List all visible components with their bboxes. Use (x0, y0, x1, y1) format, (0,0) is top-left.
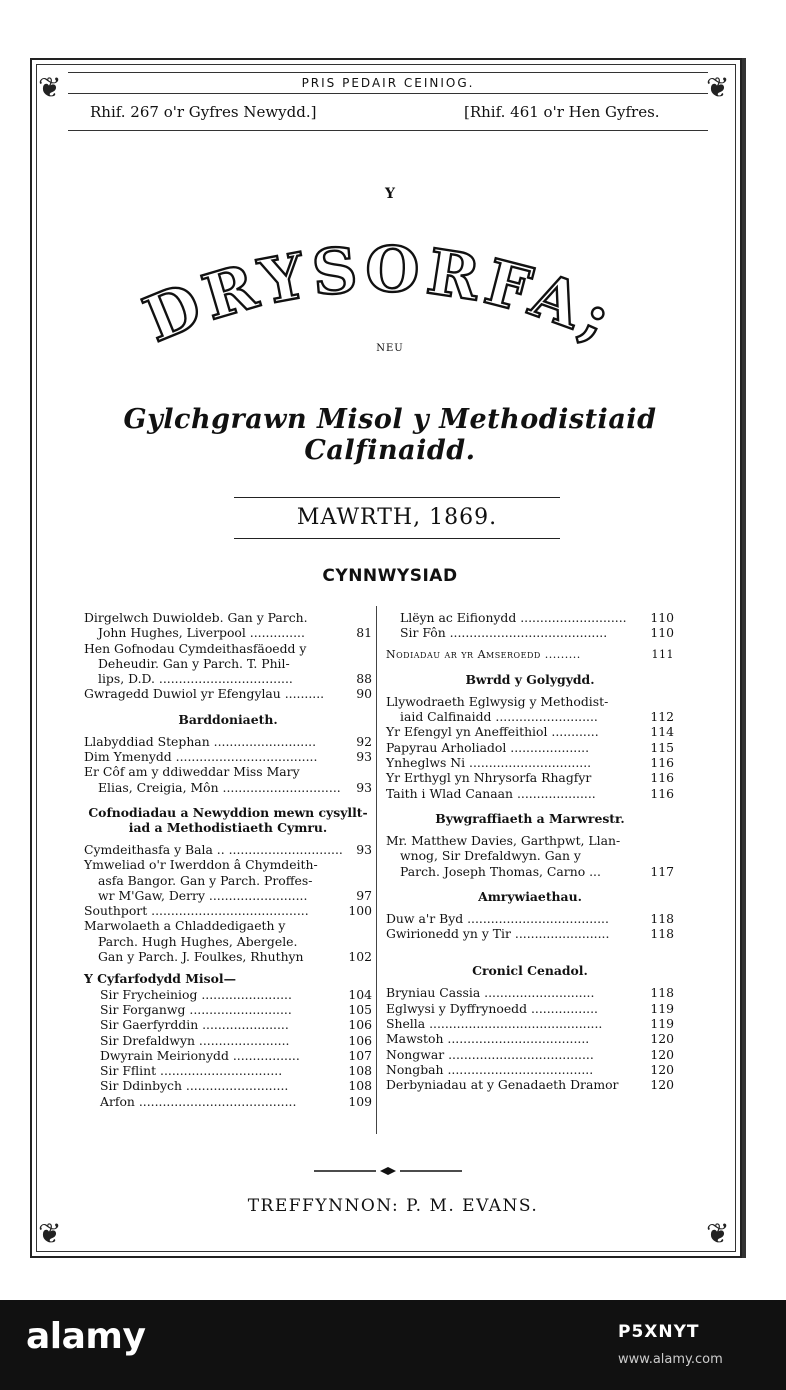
toc-entry: Mawstoh .................................... 120 (386, 1031, 674, 1047)
issue-date: MAWRTH, 1869. (296, 505, 498, 530)
toc-entry: Gwirionedd yn y Tir ........................ 118 (386, 926, 674, 942)
contents-heading: CYNNWYSIAD (322, 566, 458, 586)
toc-entry: Sir Ddinbych .......................... 108 (100, 1078, 372, 1094)
toc-entry: Taith i Wlad Canaan .................... 116 (386, 785, 674, 801)
toc-entry: Ynheglws Ni ............................... 116 (386, 755, 674, 771)
corner-flourish-icon: ❦ (38, 71, 62, 104)
section-heading: Cofnodiadau a Newyddion mewn cysyllt- iad a Methodistiaeth Cymru. (88, 804, 368, 835)
column-divider (376, 606, 377, 1134)
section-heading: Bwrdd y Golygydd. (465, 671, 595, 687)
banner-url: www.alamy.com (618, 1352, 723, 1367)
toc-entry: Cymdeithasfa y Bala .. ............................. 93 (84, 841, 372, 857)
toc-entry: Eglwysi y Dyffrynoedd ................. 119 (386, 1000, 674, 1016)
series-number-old: [Rhif. 461 o'r Hen Gyfres. (464, 103, 660, 121)
toc-entry: Sir Frycheiniog ....................... 104 (100, 986, 372, 1002)
toc-entry: Yr Erthygl yn Nhrysorfa Rhagfyr 116 (386, 770, 674, 786)
publisher-imprint: TREFFYNNON: P. M. EVANS. (247, 1196, 539, 1216)
toc-entry: Sir Fôn ........................................ 110 (400, 625, 674, 641)
toc-entry: Gwragedd Duwiol yr Efengylau .......... 90 (84, 686, 372, 702)
series-number-new: Rhif. 267 o'r Gyfres Newydd.] (90, 103, 317, 121)
toc-entry: Sir Drefaldwyn ....................... 106 (100, 1032, 372, 1048)
masthead-title (100, 206, 660, 396)
toc-entry: Sir Forganwg .......................... 105 (100, 1001, 372, 1017)
masthead-text: DRYSORFA; (133, 232, 628, 357)
title-conjunction: NEU (376, 343, 404, 354)
corner-flourish-icon: ❦ (38, 1217, 62, 1250)
toc-entry: Dwyrain Meirionydd ................. 107 (100, 1047, 372, 1063)
corner-flourish-icon: ❦ (706, 71, 730, 104)
toc-entry: Nongwar ..................................... 120 (386, 1046, 674, 1062)
toc-entry: Sir Fflint ............................... 108 (100, 1063, 372, 1079)
issue-rule-bottom (234, 538, 560, 539)
corner-flourish-icon: ❦ (706, 1217, 730, 1250)
toc-entry: Papyrau Arholiadol .................... 115 (386, 739, 674, 755)
title-article: Y (385, 186, 397, 202)
toc-entry: Dim Ymenydd .................................... 93 (84, 749, 372, 765)
contents-left-column (84, 610, 372, 1109)
subtitle: Gylchgrawn Misol y Methodistiaid Calfinaidd. (123, 404, 657, 466)
toc-entry: Llëyn ac Eifionydd ........................... 110 (400, 610, 674, 625)
section-heading: Cronicl Cenadol. (472, 963, 588, 979)
contents-right-column (386, 610, 674, 1093)
toc-entry: Southport ........................................ 100 (84, 903, 372, 919)
toc-entry: Bryniau Cassia ............................ 118 (386, 985, 674, 1001)
toc-entry: Yr Efengyl yn Aneffeithiol ............ 114 (386, 724, 674, 740)
border-shadow (742, 58, 746, 1258)
toc-entry: Nodiadau ar yr Amseroedd ......... 111 (386, 647, 674, 661)
toc-entry: Er Côf am y ddiweddar Miss Mary Elias, Creigia, Môn .............................. 93 (84, 764, 372, 795)
section-heading: Y Cyfarfodydd Misol— (84, 971, 236, 987)
toc-entry: Marwolaeth a Chladdedigaeth y Parch. Hugh Hughes, Abergele. Gan y Parch. J. Foulkes, Rhuthyn 102 (84, 918, 372, 965)
section-heading: Amrywiaethau. (478, 888, 582, 904)
section-heading: Bywgraffiaeth a Marwrestr. (435, 810, 625, 826)
toc-entry: Sir Gaerfyrddin ...................... 106 (100, 1017, 372, 1033)
image-id: P5XNYT (618, 1322, 700, 1342)
toc-entry: Hen Gofnodau Cymdeithasfäoedd y Deheudir. Gan y Parch. T. Phil- lips, D.D. .................................. 88 (84, 640, 372, 687)
header-rule (68, 130, 708, 131)
section-heading: Barddoniaeth. (178, 711, 278, 727)
toc-entry: Duw a'r Byd .................................... 118 (386, 910, 674, 926)
svg-text:DRYSORFA; (134, 232, 627, 356)
issue-rule-top (234, 497, 560, 498)
price-line: PRIS PEDAIR CEINIOG. (68, 72, 708, 94)
toc-entry: Nongbah ..................................... 120 (386, 1061, 674, 1077)
toc-entry: Derbyniadau at y Genadaeth Dramor 120 (386, 1077, 674, 1093)
toc-entry: Mr. Matthew Davies, Garthpwt, Llan- wnog, Sir Drefaldwyn. Gan y Parch. Joseph Thomas, Carno ... 117 (386, 832, 674, 879)
toc-entry: Llywodraeth Eglwysig y Methodist- iaid Calfinaidd .......................... 112 (386, 693, 674, 725)
toc-entry: Shella ............................................ 119 (386, 1016, 674, 1032)
toc-entry: Llabyddiad Stephan .......................... 92 (84, 733, 372, 749)
footer-ornament-rule (314, 1166, 462, 1176)
toc-entry: Dirgelwch Duwioldeb. Gan y Parch. John Hughes, Liverpool .............. 81 (84, 610, 372, 641)
toc-entry: Ymweliad o'r Iwerddon â Chymdeith- asfa Bangor. Gan y Parch. Proffes- wr M'Gaw, Derry ......................... 97 (84, 857, 372, 903)
alamy-logo: alamy (26, 1316, 146, 1357)
toc-entry: Arfon ........................................ 109 (100, 1093, 372, 1109)
